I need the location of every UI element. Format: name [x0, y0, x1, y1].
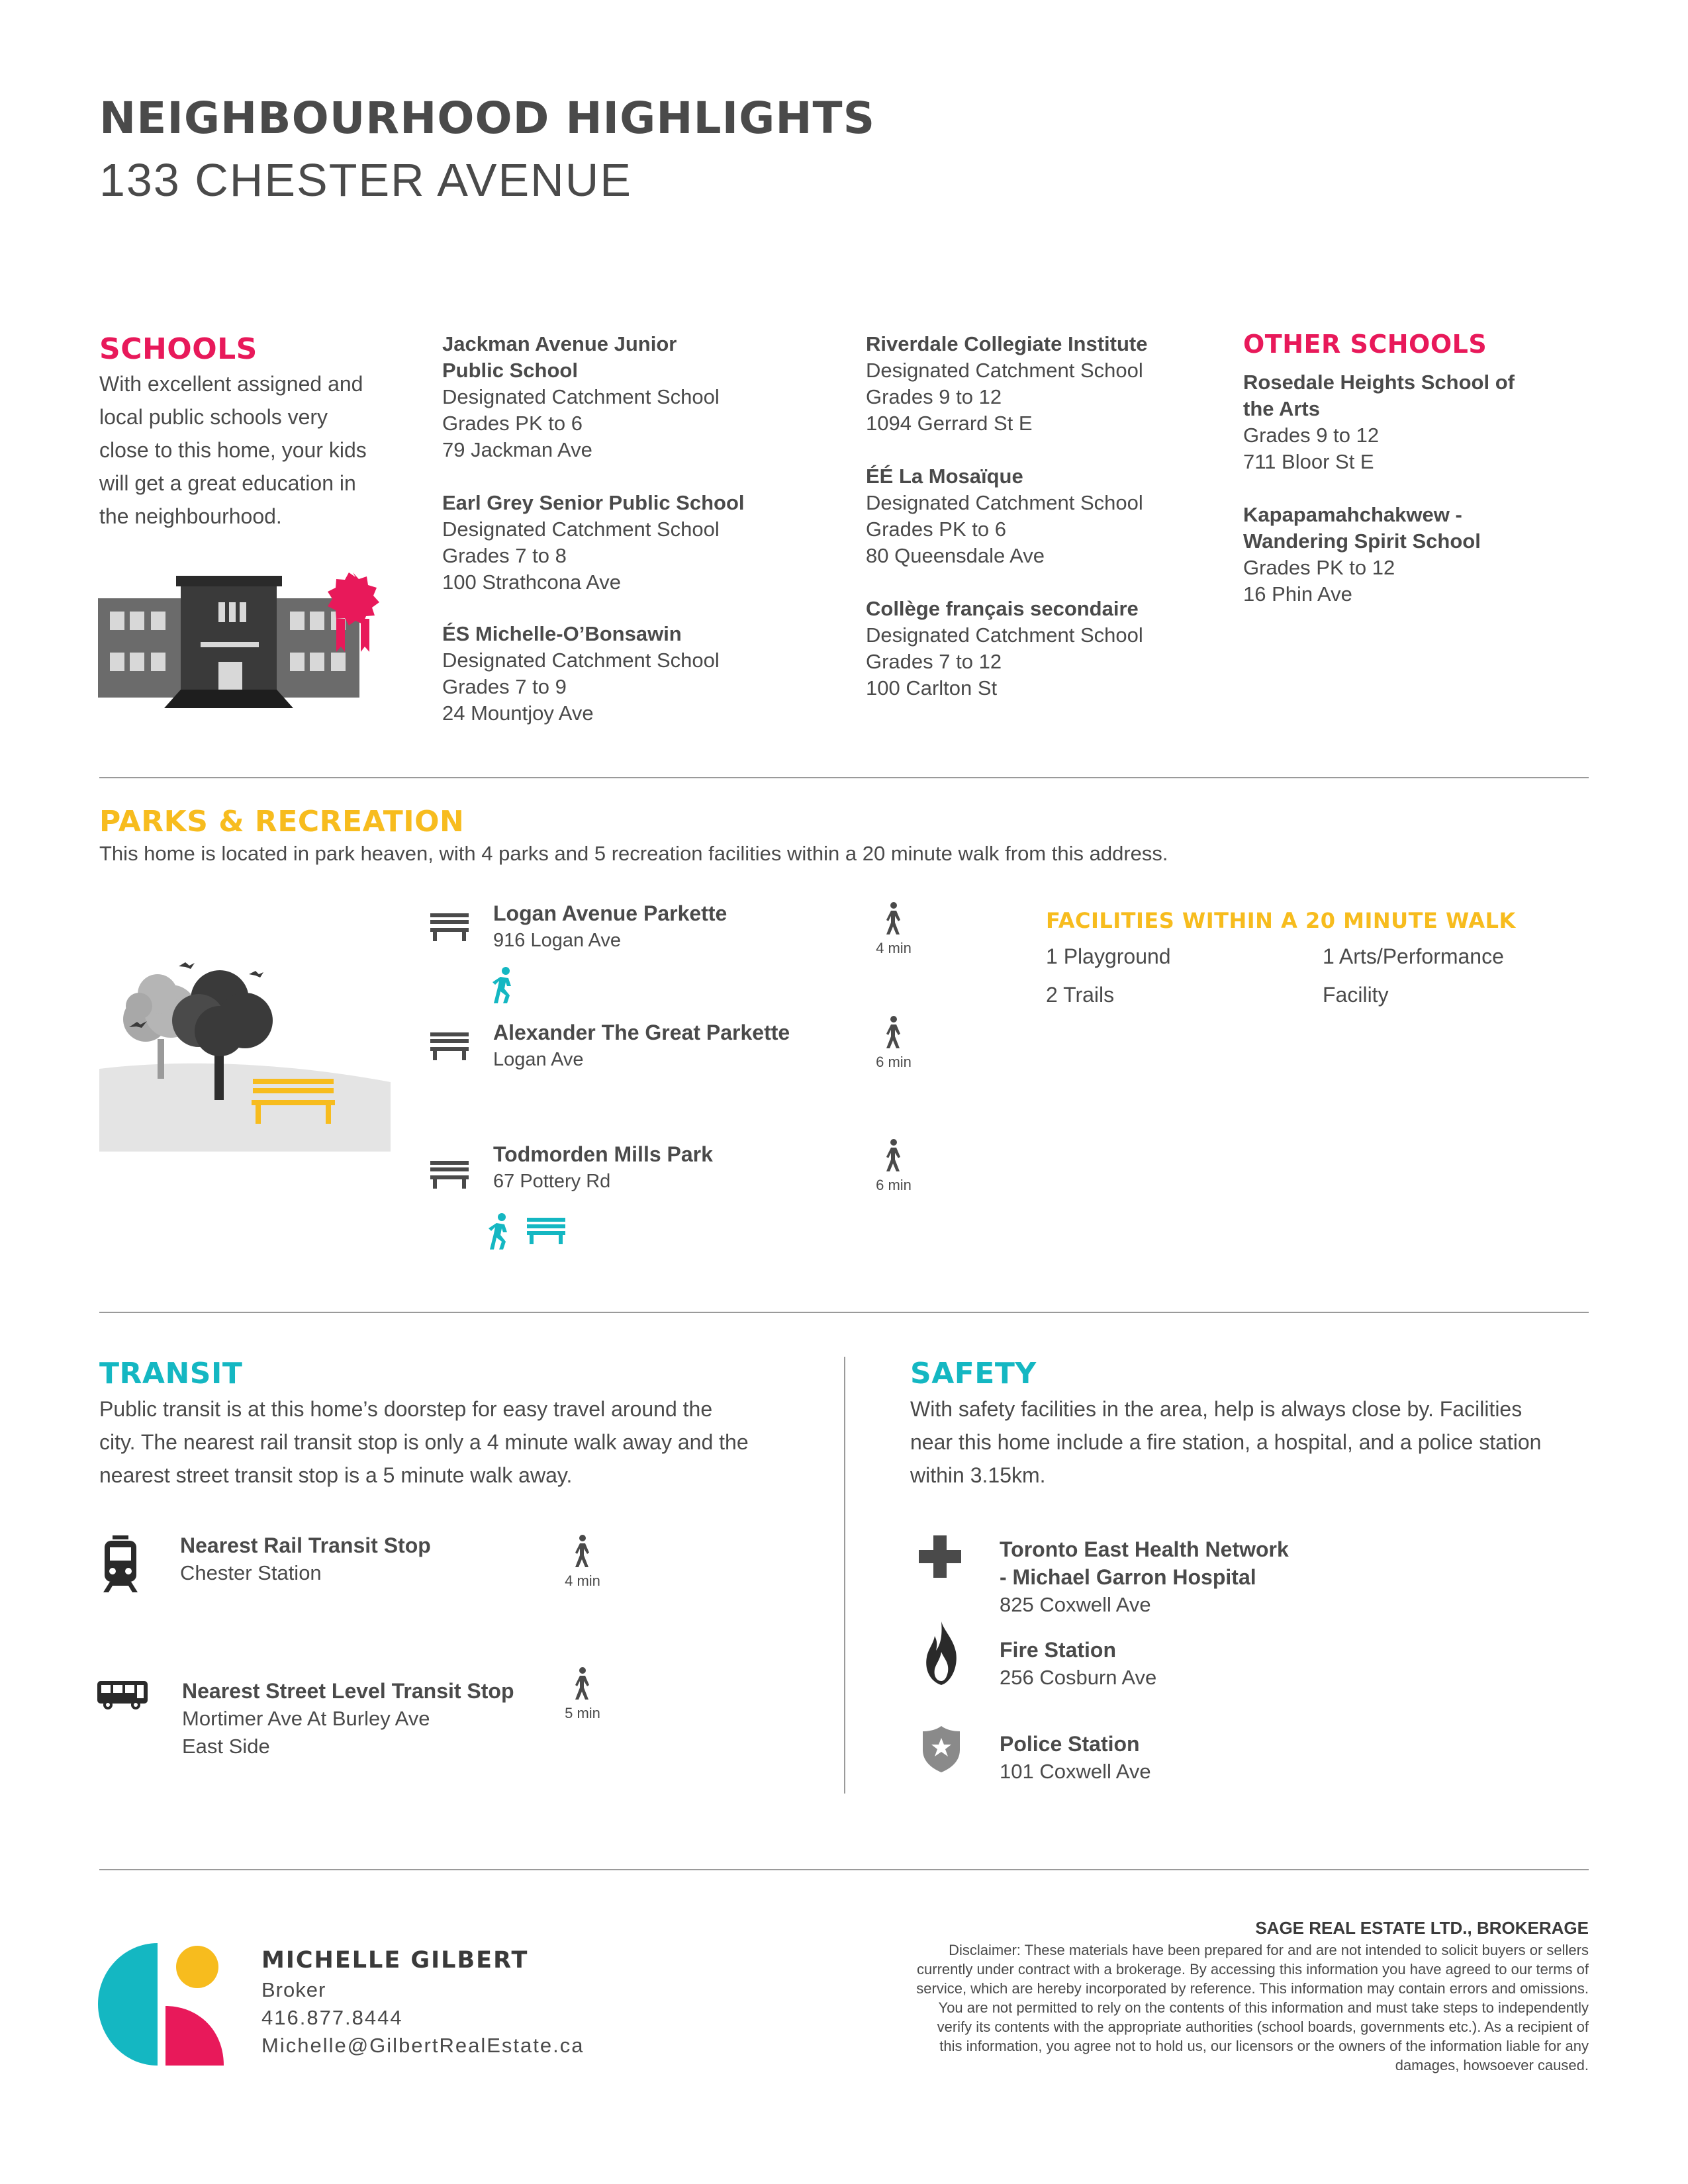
- section-divider: [99, 1312, 1589, 1313]
- bench-icon: [430, 912, 470, 941]
- runner-icon: [487, 1212, 511, 1251]
- safety-heading: SAFETY: [910, 1357, 1037, 1390]
- medical-cross-icon: [919, 1535, 961, 1578]
- school-building-icon: [98, 569, 389, 715]
- agent-email[interactable]: Michelle@GilbertRealEstate.ca: [261, 2034, 585, 2057]
- bench-icon: [527, 1218, 567, 1244]
- brokerage-logo-icon: [98, 1943, 224, 2066]
- bench-icon: [430, 1031, 470, 1060]
- walk-time: 6 min: [867, 1015, 920, 1071]
- agent-name: MICHELLE GILBERT: [261, 1947, 529, 1974]
- other-schools-heading: OTHER SCHOOLS: [1243, 330, 1487, 359]
- walking-person-icon: [882, 901, 906, 936]
- agent-contact: [261, 1947, 584, 2060]
- schools-heading: SCHOOLS: [99, 332, 258, 366]
- section-divider: [99, 1869, 1589, 1870]
- facilities-list: 1 Arts/Performance Facility: [1323, 944, 1504, 1007]
- school-entry: Earl Grey Senior Public School Designated Catchment School Grades 7 to 8 100 Strathcona Ave: [442, 491, 745, 594]
- bus-icon: [96, 1678, 149, 1711]
- school-entry: ÉS Michelle-O’Bonsawin Designated Catchment School Grades 7 to 9 24 Mountjoy Ave: [442, 622, 720, 725]
- facilities-heading: FACILITIES WITHIN A 20 MINUTE WALK: [1046, 908, 1516, 933]
- bench-icon: [430, 1160, 470, 1189]
- walking-person-icon: [882, 1015, 906, 1050]
- walk-time: 6 min: [867, 1138, 920, 1194]
- school-entry: Collège français secondaire Designated Catchment School Grades 7 to 12 100 Carlton St: [866, 597, 1143, 700]
- park-item: Todmorden Mills Park 67 Pottery Rd: [493, 1142, 713, 1192]
- parks-description: This home is located in park heaven, with 4 parks and 5 recreation facilities within a 20 minute walk from this address.: [99, 842, 1168, 865]
- runner-icon: [491, 966, 515, 1005]
- school-entry: ÉÉ La Mosaïque Designated Catchment School Grades PK to 6 80 Queensdale Ave: [866, 465, 1143, 567]
- walk-time: 5 min: [556, 1666, 609, 1722]
- schools-description: With excellent assigned and local public schools very close to this home, your kids will get a great education in the neighbourhood.: [99, 372, 367, 528]
- school-entry: Riverdale Collegiate Institute Designated Catchment School Grades 9 to 12 1094 Gerrard St E: [866, 332, 1148, 435]
- transit-heading: TRANSIT: [99, 1357, 243, 1390]
- walking-person-icon: [571, 1534, 594, 1569]
- fire-station-item: Fire Station 256 Cosburn Ave: [1000, 1638, 1157, 1689]
- disclaimer: Disclaimer: These materials have been prepared for and are not intended to solicit buyers or sellers currently under contract with a brokerage. By accessing this information you have agreed to our terms of service, which are hereby incorporated by reference. This information may contain errors and omissions. You are not permitted to rely on the contents of this information and must take steps to independently verify its contents with the appropriate authorities (school boards, governments etc.). As a recipient of this information, you agree not to hold us, our licensors or the owners of the information liable for any damages, howsoever caused.: [916, 1942, 1589, 2073]
- safety-description: With safety facilities in the area, help is always close by. Facilities near this home include a fire station, a hospital, and a police station within 3.15km.: [910, 1397, 1542, 1487]
- other-school-entry: Rosedale Heights School of the Arts Grades 9 to 12 711 Bloor St E: [1243, 371, 1515, 473]
- section-divider: [99, 777, 1589, 778]
- facilities-list: 1 Playground 2 Trails: [1046, 944, 1171, 1007]
- parks-heading: PARKS & RECREATION: [99, 805, 465, 839]
- train-icon: [101, 1535, 140, 1592]
- school-entry: Jackman Avenue Junior Public School Designated Catchment School Grades PK to 6 79 Jackman Ave: [442, 332, 720, 461]
- park-item: Logan Avenue Parkette 916 Logan Ave: [493, 901, 727, 951]
- transit-description: Public transit is at this home’s doorstep for easy travel around the city. The nearest rail transit stop is only a 4 minute walk away and the nearest street transit stop is a 5 minute walk away.: [99, 1397, 749, 1487]
- page-title: NEIGHBOURHOOD HIGHLIGHTS: [99, 93, 876, 144]
- agent-phone[interactable]: 416.877.8444: [261, 2006, 403, 2029]
- brokerage-name: SAGE REAL ESTATE LTD., BROKERAGE: [1255, 1918, 1589, 1938]
- park-trees-icon: [99, 946, 391, 1152]
- other-school-entry: Kapapamahchakwew - Wandering Spirit School Grades PK to 12 16 Phin Ave: [1243, 503, 1481, 606]
- police-badge-icon: [923, 1726, 960, 1772]
- police-station-item: Police Station 101 Coxwell Ave: [1000, 1732, 1151, 1783]
- walking-person-icon: [571, 1666, 594, 1701]
- fire-flame-icon: [924, 1621, 959, 1685]
- walk-time: 4 min: [867, 901, 920, 957]
- walking-person-icon: [882, 1138, 906, 1173]
- rail-transit-item: Nearest Rail Transit Stop Chester Station: [180, 1533, 431, 1584]
- agent-role: Broker: [261, 1978, 326, 2001]
- walk-time: 4 min: [556, 1534, 609, 1590]
- street-transit-item: Nearest Street Level Transit Stop Mortimer Ave At Burley Ave East Side: [182, 1679, 514, 1758]
- column-divider: [844, 1357, 845, 1794]
- hospital-item: Toronto East Health Network - Michael Garron Hospital 825 Coxwell Ave: [1000, 1537, 1289, 1616]
- park-item: Alexander The Great Parkette Logan Ave: [493, 1021, 790, 1070]
- page-address: 133 CHESTER AVENUE: [99, 154, 632, 206]
